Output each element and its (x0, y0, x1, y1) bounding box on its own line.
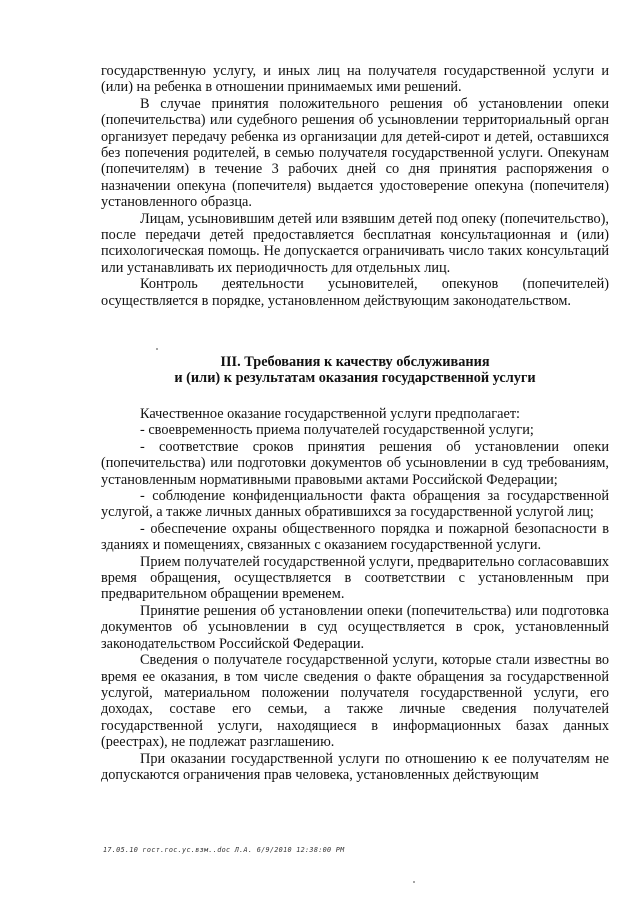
paragraph-quality-intro: Качественное оказание государственной услуги предполагает: (140, 406, 521, 422)
paragraph-reception: Прием получателей государственной услуги, предварительно согласовавших время обращения, осуществляется в соответствии с установленным при предварительном обращении временем. (101, 553, 609, 603)
paragraph-decision-term: Принятие решения об установлении опеки (попечительства) или подготовка документов об усыновлении в суд осуществляется в срок, установленный законодательством Российской Федерации. (101, 602, 609, 652)
section-heading-line-2: и (или) к результатам оказания государственной услуги (174, 370, 536, 387)
paragraph-guardianship-decision: В случае принятия положительного решения об установлении опеки (попечительства) или судебного решения об усыновлении территориальный орган организует передачу ребенка из организации для детей-сирот и детей, оставшихся без попечения родителей, в семью получателя государственной услуги. Опекунам (попечителям) в течение 3 рабочих дней со дня принятия распоряжения о назначении опекуна (попечителя) выдается удостоверение опекуна (попечителя) установленного образца. (101, 95, 609, 211)
scan-speck (156, 348, 158, 350)
section-heading-line-1: III. Требования к качеству обслуживания (220, 354, 490, 370)
list-item-confidentiality: - соблюдение конфиденциальности факта обращения за государственной услугой, а также личных данных обратившихся за государственной услугой лиц; (101, 488, 609, 521)
text-section-top (101, 63, 609, 309)
list-item-security: - обеспечение охраны общественного порядка и пожарной безопасности в зданиях и помещениях, связанных с оказанием государственной услуги. (101, 520, 609, 554)
list-item-timeliness: - своевременность приема получателей государственной услуги; (140, 422, 534, 439)
paragraph-control: Контроль деятельности усыновителей, опекунов (попечителей) осуществляется в порядке, установленном действующим законодательством. (101, 276, 609, 309)
scan-speck (413, 881, 415, 883)
paragraph-free-consultation: Лицам, усыновившим детей или взявшим детей под опеку (попечительство), после передачи детей предоставляется бесплатная консультационная и (или) психологическая помощь. Не допускается ограничивать число таких консультаций или устанавливать их периодичность для отдельных лиц. (101, 210, 609, 276)
list-item-deadlines: - соответствие сроков принятия решения об установлении опеки (попечительства) или подготовки документов об усыновлении в суд требованиям, установленным нормативными правовыми актами Российской Федерации; (101, 438, 609, 488)
paragraph-privacy: Сведения о получателе государственной услуги, которые стали известны во время ее оказания, в том числе сведения о факте обращения за государственной услугой, материальном положении получателя государственной услуги, его доходах, составе его семьи, а также личные сведения получателей государственной услуги, находящиеся в информационных базах данных (реестрах), не подлежат разглашению. (101, 652, 609, 751)
text-section-bottom (101, 406, 609, 783)
section-heading (101, 354, 609, 387)
paragraph-rights: При оказании государственной услуги по отношению к ее получателям не допускаются ограничения прав человека, установленных действующим (101, 750, 609, 783)
paragraph-continuation: государственную услугу, и иных лиц на получателя государственной услуги и (или) на ребенка в отношении принимаемых ими решений. (101, 63, 609, 96)
document-footer: 17.05.10 гост.гос.ус.взм..doc Л.А. 6/9/2010 12:38:00 PM (103, 846, 345, 854)
